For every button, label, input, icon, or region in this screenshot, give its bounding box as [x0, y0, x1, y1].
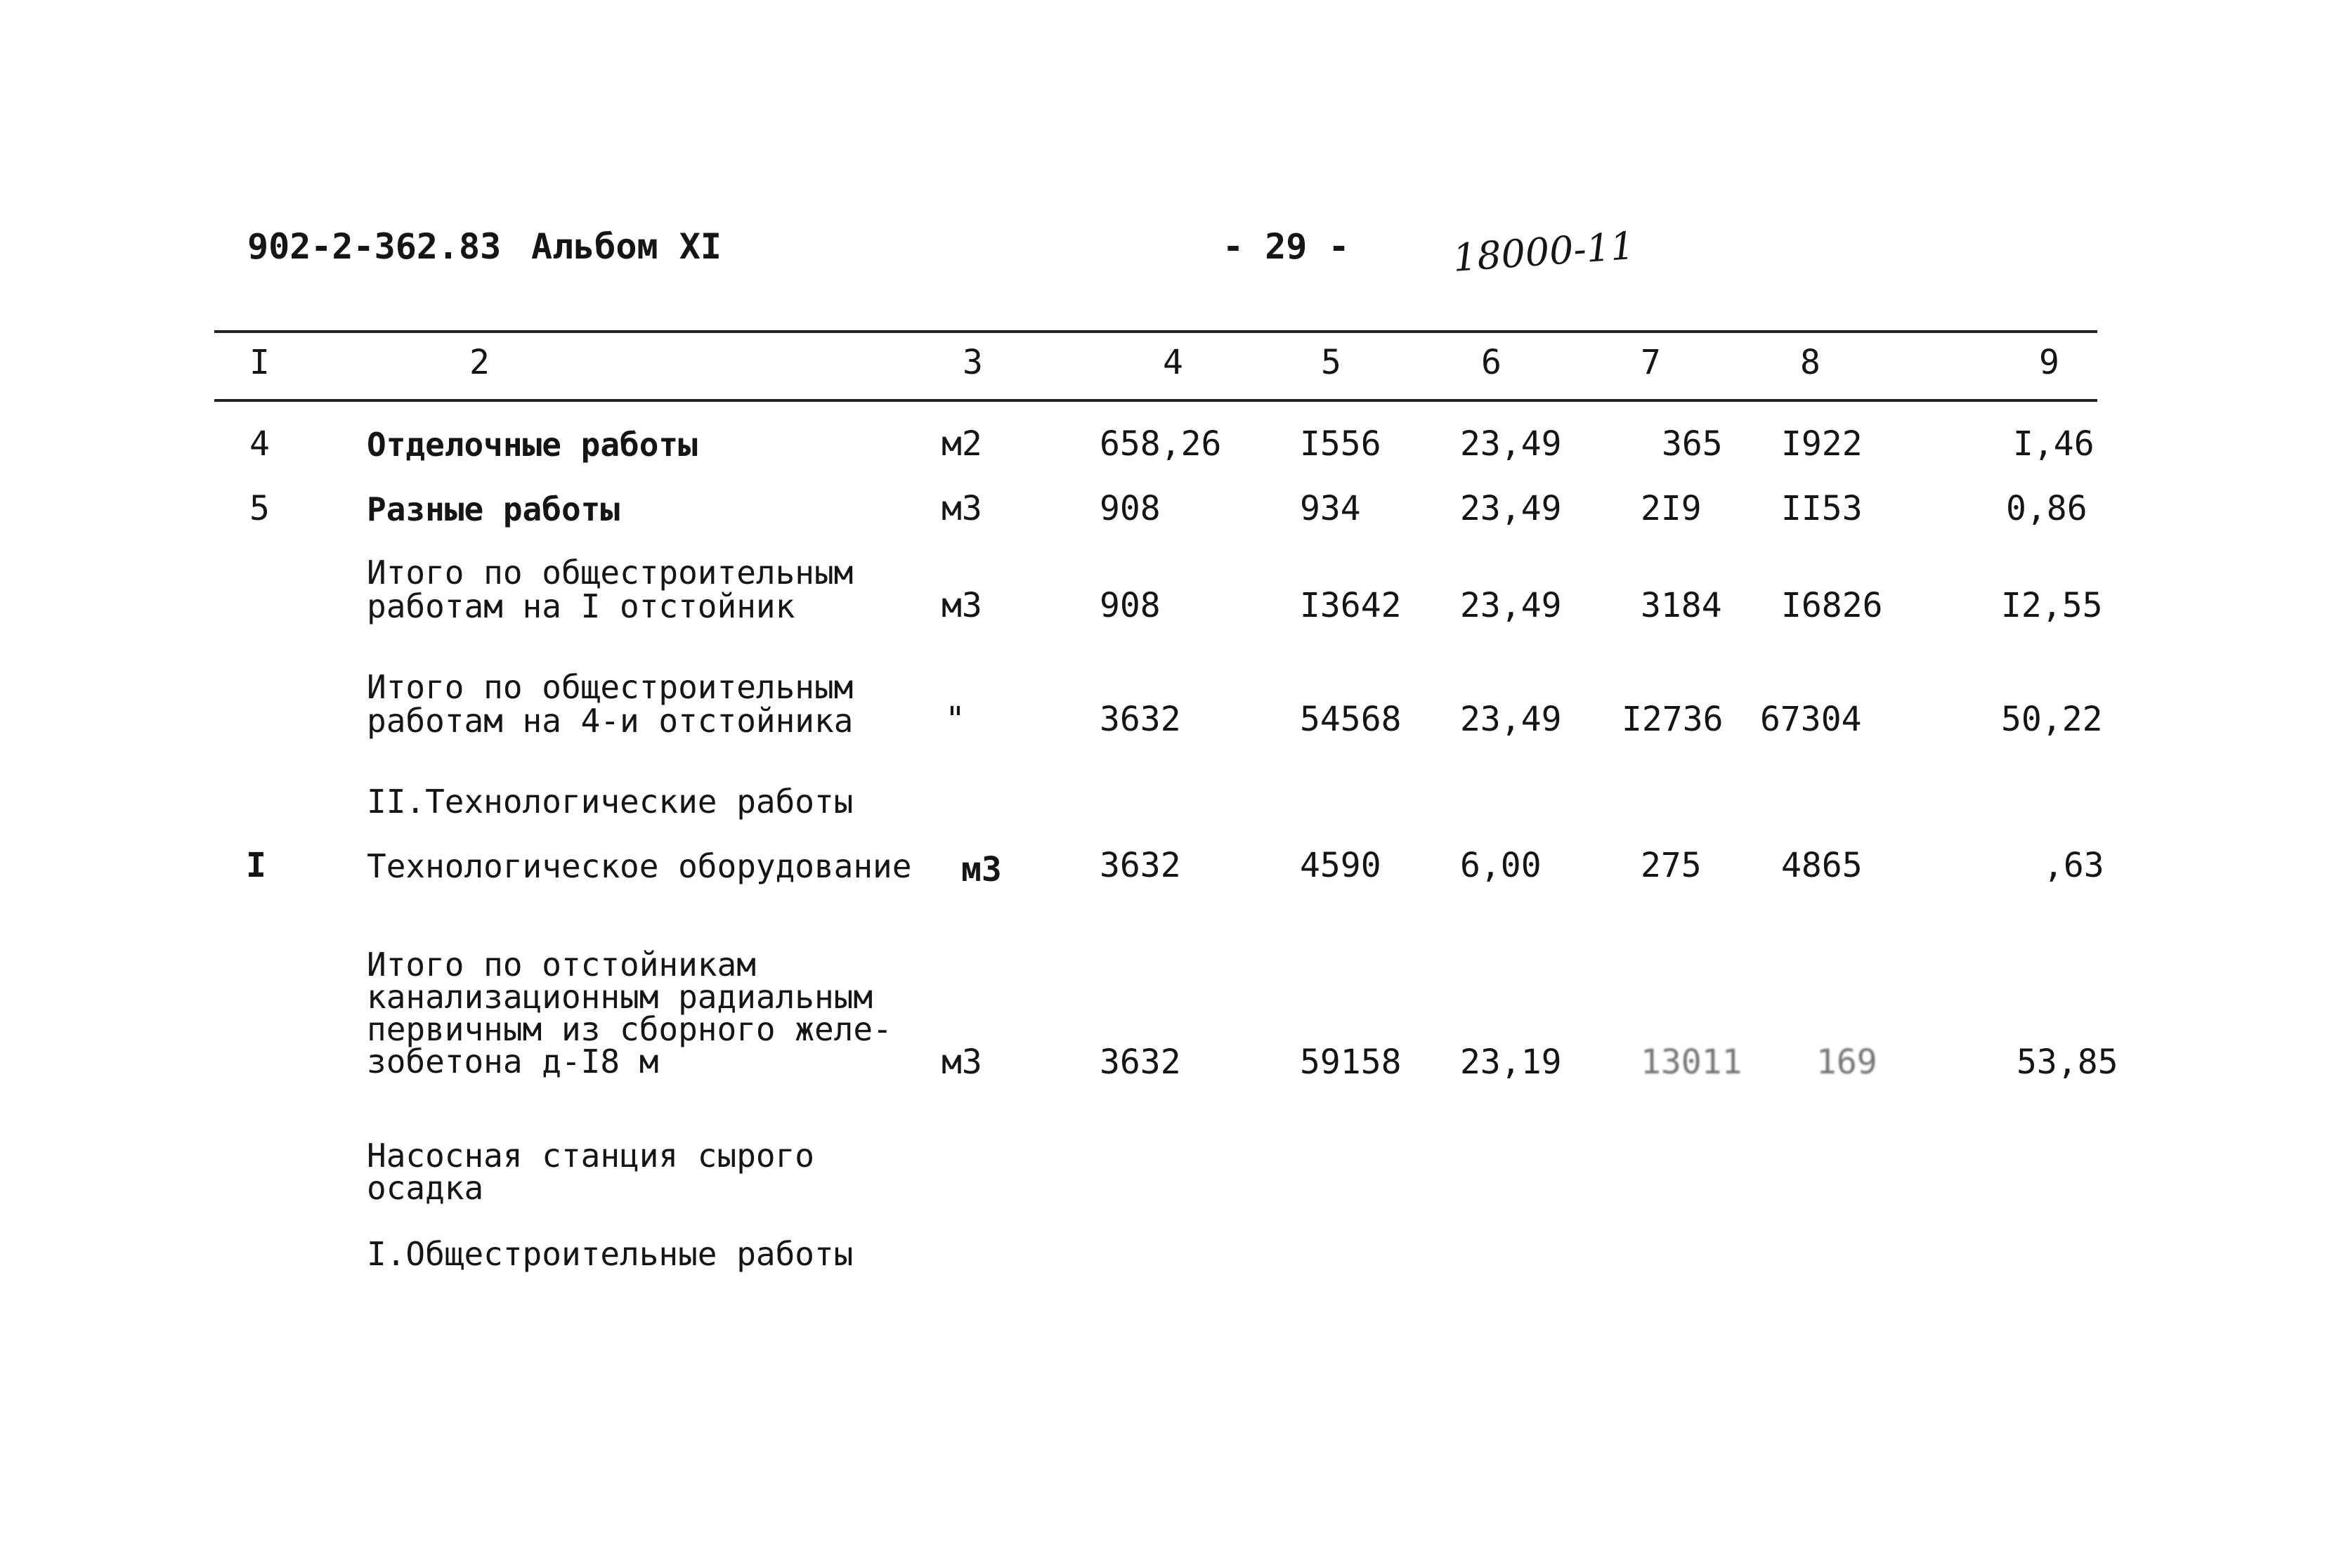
col-header-4: 4 — [1163, 343, 1183, 382]
row-col9: 53,85 — [2017, 1043, 2118, 1082]
row-col8: 169 — [1816, 1043, 1877, 1082]
row-unit: м2 — [942, 424, 982, 464]
total-name-line4: зобетона д-I8 м — [367, 1043, 659, 1080]
col-header-5: 5 — [1321, 343, 1341, 382]
row-col5: 4590 — [1300, 846, 1381, 885]
row-name-line1: Итого по общестроительным — [367, 668, 854, 706]
row-name-line2: работам на 4-и отстойника — [367, 702, 854, 740]
row-col5: 934 — [1300, 489, 1361, 528]
col-header-6: 6 — [1481, 343, 1502, 382]
col-header-3: 3 — [963, 343, 983, 382]
row-name: Разные работы — [367, 490, 620, 528]
row-unit: м3 — [942, 489, 982, 528]
row-col4: 3632 — [1100, 1043, 1181, 1082]
row-col7: 13011 — [1641, 1043, 1743, 1082]
row-col6: 6,00 — [1460, 846, 1542, 885]
row-name-line1: Итого по общестроительным — [367, 554, 854, 592]
row-col4: 658,26 — [1100, 424, 1222, 464]
row-col9: I2,55 — [2001, 586, 2103, 625]
row-unit: " — [945, 700, 965, 739]
row-col4: 908 — [1100, 586, 1161, 625]
pump-station-line2: осадка — [367, 1169, 484, 1207]
row-number: I — [246, 846, 266, 885]
row-col5: 59158 — [1300, 1043, 1402, 1082]
col-header-8: 8 — [1800, 343, 1820, 382]
row-col8: 4865 — [1781, 846, 1863, 885]
row-col7: I2736 — [1622, 700, 1724, 739]
document-code: 902-2-362.83 — [247, 226, 502, 267]
section-heading-general: I.Общестроительные работы — [367, 1235, 854, 1273]
col-header-1: I — [249, 343, 270, 382]
row-col5: I556 — [1300, 424, 1381, 464]
row-col8: I922 — [1781, 424, 1863, 464]
row-col9: 0,86 — [2006, 489, 2087, 528]
row-unit: м3 — [942, 1043, 982, 1082]
row-col9: I,46 — [2013, 424, 2095, 464]
row-col6: 23,19 — [1460, 1043, 1562, 1082]
row-name-line2: работам на I отстойник — [367, 587, 795, 625]
total-name-line1: Итого по отстойникам — [367, 946, 756, 984]
row-col9: ,63 — [2043, 846, 2104, 885]
row-col7: 275 — [1641, 846, 1702, 885]
row-col6: 23,49 — [1460, 424, 1562, 464]
table-top-rule — [214, 330, 2097, 333]
row-col4: 908 — [1100, 489, 1161, 528]
total-name-line3: первичным из сборного желе- — [367, 1010, 892, 1048]
row-name: Отделочные работы — [367, 426, 698, 464]
row-col6: 23,49 — [1460, 586, 1562, 625]
album-label: Альбом XI — [531, 226, 722, 267]
row-col8: II53 — [1781, 489, 1863, 528]
row-col4: 3632 — [1100, 846, 1181, 885]
page-number: - 29 - — [1223, 226, 1350, 267]
row-col9: 50,22 — [2001, 700, 2103, 739]
row-col6: 23,49 — [1460, 700, 1562, 739]
row-col6: 23,49 — [1460, 489, 1562, 528]
row-col7: 365 — [1662, 424, 1723, 464]
table-header-rule — [214, 399, 2097, 402]
row-col5: 54568 — [1300, 700, 1402, 739]
row-unit: м3 — [942, 586, 982, 625]
row-number: 4 — [249, 424, 270, 464]
section-heading-technological: II.Технологические работы — [367, 783, 854, 821]
row-col7: 2I9 — [1641, 489, 1702, 528]
row-name: Технологическое оборудование — [367, 847, 912, 885]
row-col4: 3632 — [1100, 700, 1181, 739]
row-unit: м3 — [961, 850, 1002, 889]
total-name-line2: канализационным радиальным — [367, 978, 873, 1016]
handwritten-note: 18000-11 — [1451, 223, 1636, 280]
col-header-7: 7 — [1641, 343, 1661, 382]
row-col8: 67304 — [1760, 700, 1862, 739]
row-col5: I3642 — [1300, 586, 1402, 625]
row-col8: I6826 — [1781, 586, 1883, 625]
col-header-9: 9 — [2039, 343, 2059, 382]
row-col7: 3184 — [1641, 586, 1722, 625]
row-number: 5 — [249, 489, 270, 528]
pump-station-line1: Насосная станция сырого — [367, 1137, 814, 1175]
col-header-2: 2 — [469, 343, 490, 382]
